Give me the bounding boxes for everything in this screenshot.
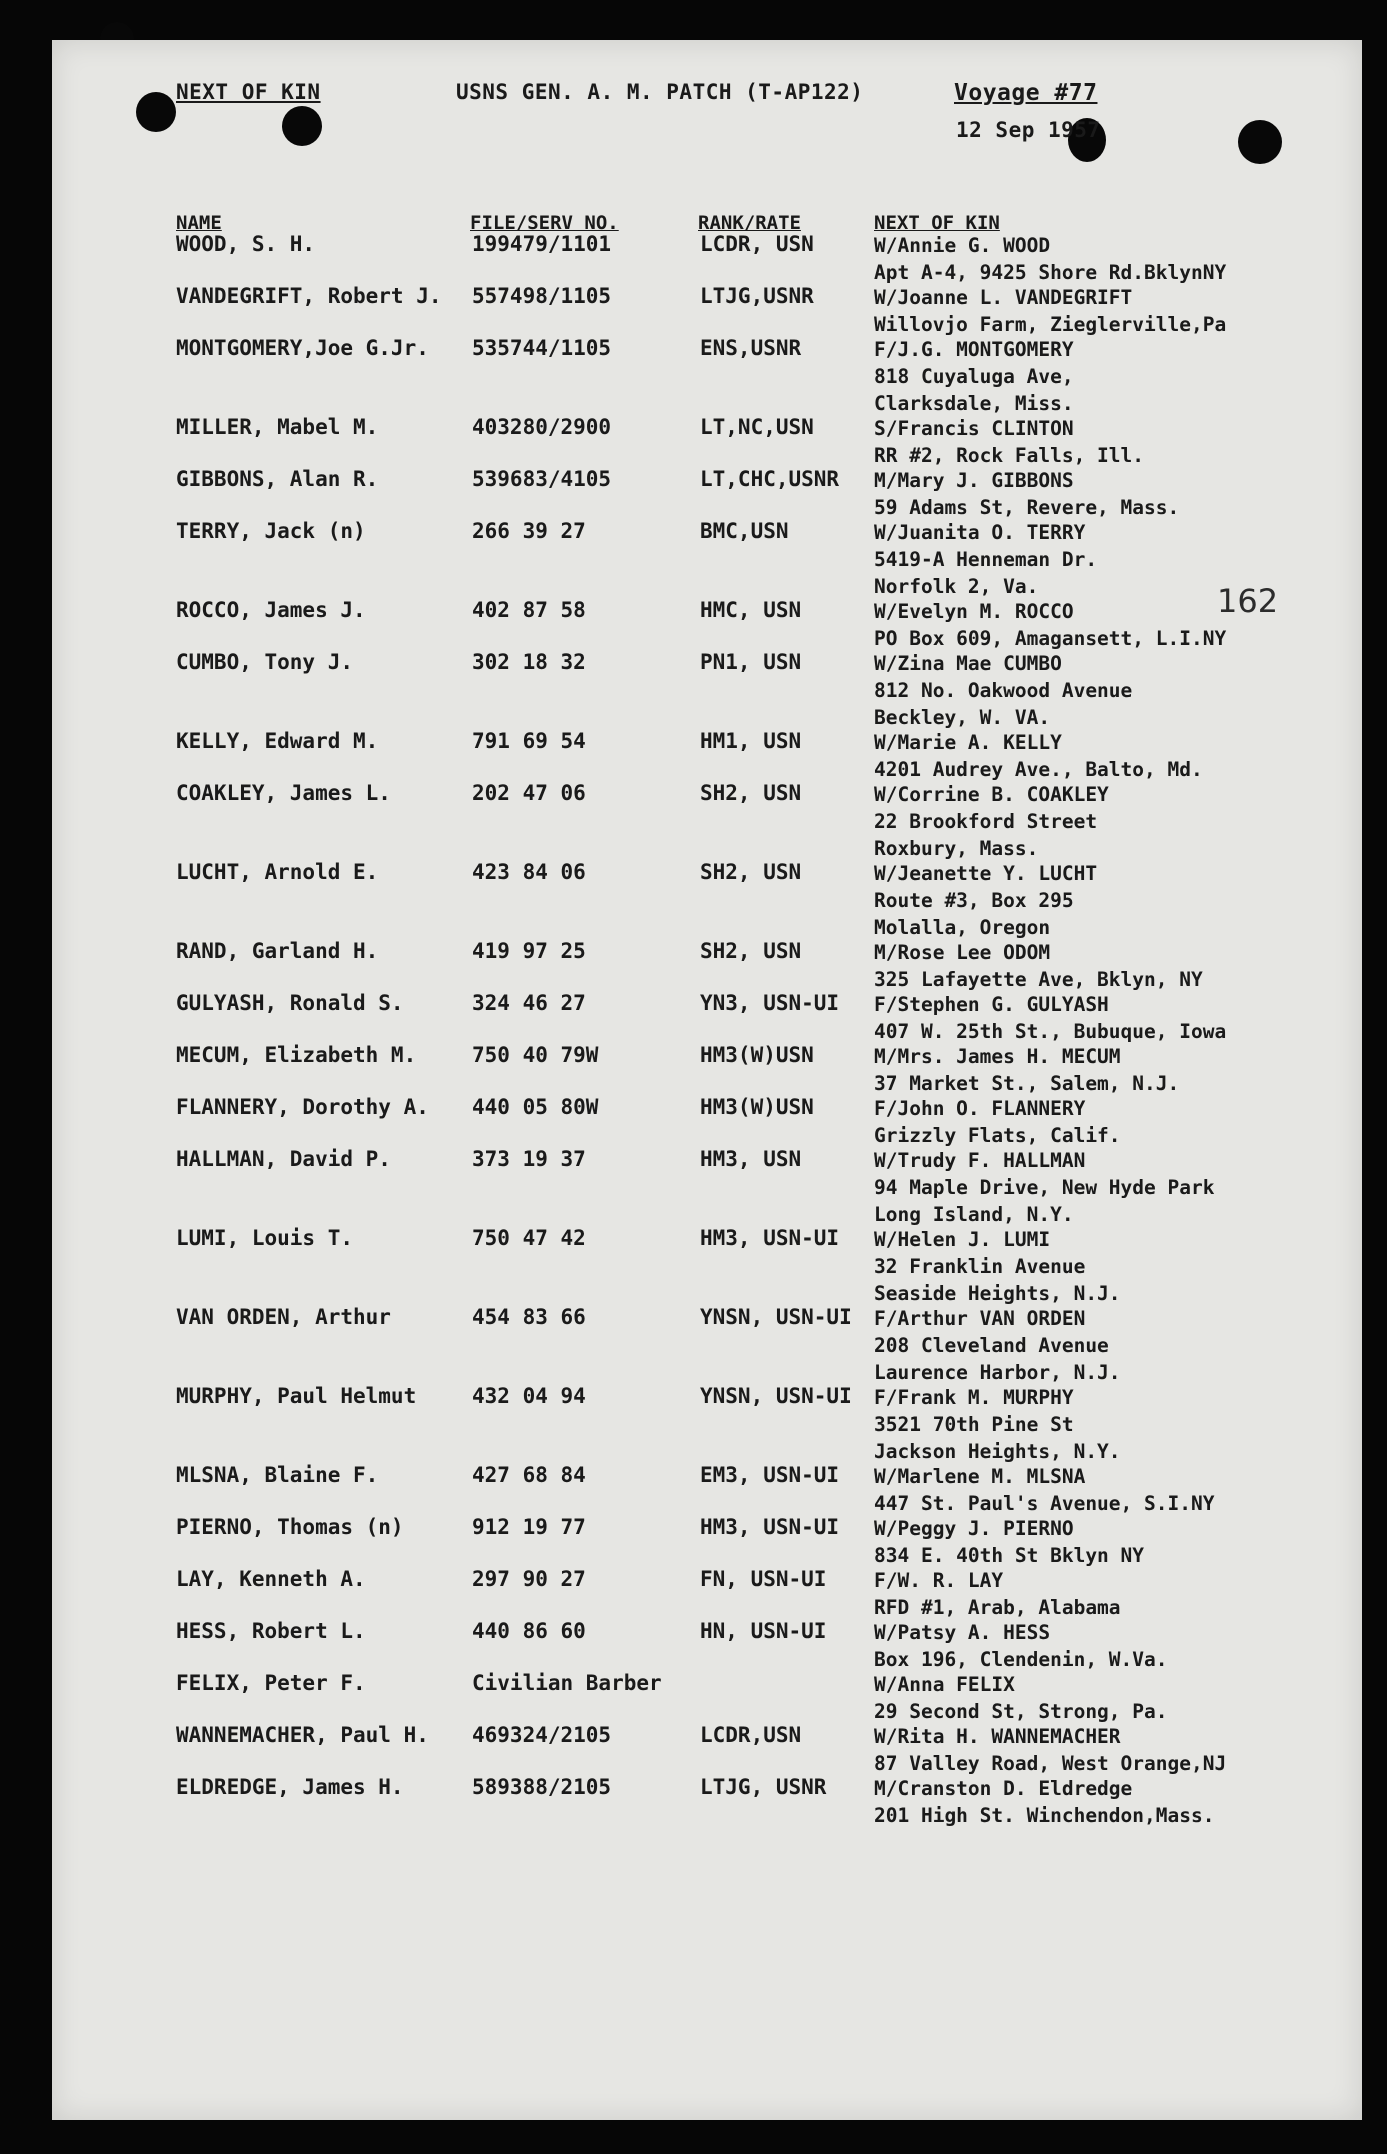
next-of-kin-line: 94 Maple Drive, New Hyde Park [874, 1176, 1215, 1199]
rank-rate: LCDR,USN [700, 1723, 802, 1747]
next-of-kin-line: W/Patsy A. HESS [874, 1621, 1051, 1644]
next-of-kin-line: Roxbury, Mass. [874, 837, 1039, 860]
next-of-kin [874, 1095, 1121, 1149]
next-of-kin [874, 1671, 1168, 1725]
next-of-kin-line: F/John O. FLANNERY [874, 1097, 1086, 1120]
next-of-kin-line: F/Arthur VAN ORDEN [874, 1307, 1086, 1330]
file-serv-number: 454 83 66 [472, 1305, 586, 1329]
crew-name: LUCHT, Arnold E. [176, 860, 379, 884]
crew-name: GULYASH, Ronald S. [176, 991, 404, 1015]
file-serv-number: 440 86 60 [472, 1619, 586, 1643]
next-of-kin-line: RR #2, Rock Falls, Ill. [874, 444, 1145, 467]
rank-rate: SH2, USN [700, 781, 802, 805]
next-of-kin-line: F/W. R. LAY [874, 1569, 1004, 1592]
next-of-kin-line: M/Mrs. James H. MECUM [874, 1045, 1121, 1068]
next-of-kin [874, 598, 1226, 652]
next-of-kin-line: W/Juanita O. TERRY [874, 521, 1086, 544]
column-header-next-of-kin: NEXT OF KIN [874, 212, 1000, 234]
next-of-kin-line: Apt A-4, 9425 Shore Rd.BklynNY [874, 261, 1227, 284]
next-of-kin [874, 1775, 1214, 1829]
rank-rate: HM3, USN [700, 1147, 802, 1171]
next-of-kin-line: 447 St. Paul's Avenue, S.I.NY [874, 1492, 1215, 1515]
next-of-kin [874, 467, 1179, 521]
rank-rate: HM3, USN-UI [700, 1515, 840, 1539]
next-of-kin [874, 860, 1097, 941]
rank-rate: YN3, USN-UI [700, 991, 840, 1015]
crew-name: MLSNA, Blaine F. [176, 1463, 379, 1487]
next-of-kin-line: Norfolk 2, Va. [874, 575, 1039, 598]
next-of-kin-line: 208 Cleveland Avenue [874, 1334, 1109, 1357]
file-serv-number: 402 87 58 [472, 598, 586, 622]
next-of-kin-line: S/Francis CLINTON [874, 417, 1074, 440]
rank-rate: YNSN, USN-UI [700, 1305, 852, 1329]
next-of-kin-line: W/Corrine B. COAKLEY [874, 783, 1109, 806]
crew-name: MONTGOMERY,Joe G.Jr. [176, 336, 429, 360]
next-of-kin-line: Seaside Heights, N.J. [874, 1282, 1121, 1305]
column-header-file-serv: FILE/SERV NO. [470, 212, 619, 234]
file-serv-number: 750 47 42 [472, 1226, 586, 1250]
next-of-kin-line: Molalla, Oregon [874, 916, 1051, 939]
next-of-kin [874, 991, 1226, 1045]
next-of-kin-line: 87 Valley Road, West Orange,NJ [874, 1752, 1227, 1775]
next-of-kin-line: W/Anna FELIX [874, 1673, 1015, 1696]
next-of-kin-line: W/Marlene M. MLSNA [874, 1465, 1086, 1488]
next-of-kin-line: 32 Franklin Avenue [874, 1255, 1086, 1278]
next-of-kin-line: W/Helen J. LUMI [874, 1228, 1051, 1251]
rank-rate: LT,CHC,USNR [700, 467, 840, 491]
header-voyage: Voyage #77 [954, 80, 1098, 106]
next-of-kin [874, 415, 1144, 469]
rank-rate: ENS,USNR [700, 336, 802, 360]
crew-name: RAND, Garland H. [176, 939, 379, 963]
next-of-kin-line: Clarksdale, Miss. [874, 392, 1074, 415]
rank-rate: HM3(W)USN [700, 1095, 814, 1119]
next-of-kin [874, 1043, 1179, 1097]
crew-name: WANNEMACHER, Paul H. [176, 1723, 429, 1747]
next-of-kin-line: Jackson Heights, N.Y. [874, 1440, 1121, 1463]
next-of-kin-line: 22 Brookford Street [874, 810, 1098, 833]
rank-rate: HN, USN-UI [700, 1619, 827, 1643]
next-of-kin-line: RFD #1, Arab, Alabama [874, 1596, 1121, 1619]
file-serv-number: 423 84 06 [472, 860, 586, 884]
next-of-kin-line: W/Peggy J. PIERNO [874, 1517, 1074, 1540]
crew-name: ROCCO, James J. [176, 598, 366, 622]
rank-rate: HMC, USN [700, 598, 802, 622]
next-of-kin-line: 325 Lafayette Ave, Bklyn, NY [874, 968, 1203, 991]
header-date: 12 Sep 1957 [956, 118, 1101, 142]
file-serv-number: 912 19 77 [472, 1515, 586, 1539]
next-of-kin [874, 519, 1097, 600]
next-of-kin-line: PO Box 609, Amagansett, L.I.NY [874, 627, 1227, 650]
rank-rate: FN, USN-UI [700, 1567, 827, 1591]
crew-name: MECUM, Elizabeth M. [176, 1043, 417, 1067]
rank-rate: EM3, USN-UI [700, 1463, 840, 1487]
next-of-kin-line: M/Cranston D. Eldredge [874, 1777, 1133, 1800]
next-of-kin [874, 939, 1203, 993]
next-of-kin-line: W/Annie G. WOOD [874, 234, 1051, 257]
crew-name: VANDEGRIFT, Robert J. [176, 284, 442, 308]
next-of-kin-line: W/Zina Mae CUMBO [874, 652, 1062, 675]
next-of-kin-line: F/Frank M. MURPHY [874, 1386, 1074, 1409]
next-of-kin-line: 5419-A Henneman Dr. [874, 548, 1098, 571]
next-of-kin-line: 201 High St. Winchendon,Mass. [874, 1804, 1215, 1827]
next-of-kin-line: Laurence Harbor, N.J. [874, 1361, 1121, 1384]
next-of-kin-line: 812 No. Oakwood Avenue [874, 679, 1133, 702]
next-of-kin-line: 37 Market St., Salem, N.J. [874, 1072, 1180, 1095]
next-of-kin-line: 3521 70th Pine St [874, 1413, 1074, 1436]
file-serv-number: 302 18 32 [472, 650, 586, 674]
next-of-kin-line: 29 Second St, Strong, Pa. [874, 1700, 1168, 1723]
next-of-kin-line: Box 196, Clendenin, W.Va. [874, 1648, 1168, 1671]
file-serv-number: 791 69 54 [472, 729, 586, 753]
file-serv-number: 297 90 27 [472, 1567, 586, 1591]
crew-name: MURPHY, Paul Helmut [176, 1384, 417, 1408]
next-of-kin-line: W/Evelyn M. ROCCO [874, 600, 1074, 623]
rank-rate: HM3(W)USN [700, 1043, 814, 1067]
file-serv-number: 539683/4105 [472, 467, 612, 491]
file-serv-number: 403280/2900 [472, 415, 612, 439]
next-of-kin [874, 1147, 1214, 1228]
next-of-kin-line: M/Rose Lee ODOM [874, 941, 1051, 964]
crew-name: HALLMAN, David P. [176, 1147, 391, 1171]
next-of-kin-line: W/Jeanette Y. LUCHT [874, 862, 1098, 885]
next-of-kin [874, 1619, 1168, 1673]
next-of-kin [874, 1567, 1121, 1621]
rank-rate: LTJG, USNR [700, 1775, 827, 1799]
column-header-rank: RANK/RATE [698, 212, 801, 234]
next-of-kin-line: M/Mary J. GIBBONS [874, 469, 1074, 492]
file-serv-number: 557498/1105 [472, 284, 612, 308]
rank-rate: YNSN, USN-UI [700, 1384, 852, 1408]
crew-name: COAKLEY, James L. [176, 781, 391, 805]
crew-name: FLANNERY, Dorothy A. [176, 1095, 429, 1119]
rank-rate: SH2, USN [700, 860, 802, 884]
rank-rate: SH2, USN [700, 939, 802, 963]
punch-hole-center [282, 106, 322, 146]
crew-name: WOOD, S. H. [176, 232, 316, 256]
next-of-kin [874, 1384, 1121, 1465]
next-of-kin-line: F/J.G. MONTGOMERY [874, 338, 1074, 361]
next-of-kin-line: 59 Adams St, Revere, Mass. [874, 496, 1180, 519]
next-of-kin [874, 336, 1074, 417]
crew-name: MILLER, Mabel M. [176, 415, 379, 439]
next-of-kin [874, 1226, 1121, 1307]
punch-hole-right-2 [1238, 120, 1282, 164]
crew-name: LAY, Kenneth A. [176, 1567, 366, 1591]
next-of-kin [874, 781, 1109, 862]
next-of-kin-line: 4201 Audrey Ave., Balto, Md. [874, 758, 1203, 781]
file-serv-number: 419 97 25 [472, 939, 586, 963]
crew-name: VAN ORDEN, Arthur [176, 1305, 391, 1329]
file-serv-number: 469324/2105 [472, 1723, 612, 1747]
next-of-kin-line: F/Stephen G. GULYASH [874, 993, 1109, 1016]
next-of-kin-line: 818 Cuyaluga Ave, [874, 365, 1074, 388]
file-serv-number: 373 19 37 [472, 1147, 586, 1171]
page-number: 162 [1217, 582, 1279, 620]
crew-name: ELDREDGE, James H. [176, 1775, 404, 1799]
rank-rate: HM1, USN [700, 729, 802, 753]
punch-hole-left [136, 92, 176, 132]
document-page [52, 40, 1362, 2120]
file-serv-number: 750 40 79W [472, 1043, 599, 1067]
next-of-kin-line: 407 W. 25th St., Bubuque, Iowa [874, 1020, 1227, 1043]
next-of-kin [874, 232, 1226, 286]
file-serv-number: 199479/1101 [472, 232, 612, 256]
rank-rate: LT,NC,USN [700, 415, 814, 439]
file-serv-number: 202 47 06 [472, 781, 586, 805]
next-of-kin-line: Beckley, W. VA. [874, 706, 1051, 729]
file-serv-number: 440 05 80W [472, 1095, 599, 1119]
next-of-kin-line: Long Island, N.Y. [874, 1203, 1074, 1226]
rank-rate: LTJG,USNR [700, 284, 814, 308]
next-of-kin-line: W/Joanne L. VANDEGRIFT [874, 286, 1133, 309]
crew-name: TERRY, Jack (n) [176, 519, 366, 543]
file-serv-number: Civilian Barber [472, 1671, 662, 1695]
next-of-kin [874, 1515, 1144, 1569]
rank-rate: LCDR, USN [700, 232, 814, 256]
next-of-kin [874, 1723, 1226, 1777]
next-of-kin-line: Grizzly Flats, Calif. [874, 1124, 1121, 1147]
file-serv-number: 589388/2105 [472, 1775, 612, 1799]
column-header-name: NAME [176, 212, 222, 234]
crew-name: FELIX, Peter F. [176, 1671, 366, 1695]
header-next-of-kin: NEXT OF KIN [176, 80, 321, 104]
crew-name: PIERNO, Thomas (n) [176, 1515, 404, 1539]
next-of-kin [874, 1463, 1214, 1517]
next-of-kin-line: W/Rita H. WANNEMACHER [874, 1725, 1121, 1748]
next-of-kin-line: Route #3, Box 295 [874, 889, 1074, 912]
crew-name: KELLY, Edward M. [176, 729, 379, 753]
file-serv-number: 427 68 84 [472, 1463, 586, 1487]
crew-name: GIBBONS, Alan R. [176, 467, 379, 491]
header-ship-name: USNS GEN. A. M. PATCH (T-AP122) [456, 80, 864, 104]
next-of-kin [874, 650, 1132, 731]
next-of-kin-line: W/Trudy F. HALLMAN [874, 1149, 1086, 1172]
crew-name: CUMBO, Tony J. [176, 650, 354, 674]
next-of-kin-line: W/Marie A. KELLY [874, 731, 1062, 754]
file-serv-number: 432 04 94 [472, 1384, 586, 1408]
next-of-kin-line: 834 E. 40th St Bklyn NY [874, 1544, 1145, 1567]
crew-name: LUMI, Louis T. [176, 1226, 354, 1250]
rank-rate: HM3, USN-UI [700, 1226, 840, 1250]
next-of-kin-line: Willovjo Farm, Zieglerville,Pa [874, 313, 1227, 336]
rank-rate: PN1, USN [700, 650, 802, 674]
file-serv-number: 535744/1105 [472, 336, 612, 360]
file-serv-number: 266 39 27 [472, 519, 586, 543]
file-serv-number: 324 46 27 [472, 991, 586, 1015]
next-of-kin [874, 729, 1203, 783]
next-of-kin [874, 284, 1226, 338]
rank-rate: BMC,USN [700, 519, 789, 543]
crew-name: HESS, Robert L. [176, 1619, 366, 1643]
next-of-kin [874, 1305, 1121, 1386]
